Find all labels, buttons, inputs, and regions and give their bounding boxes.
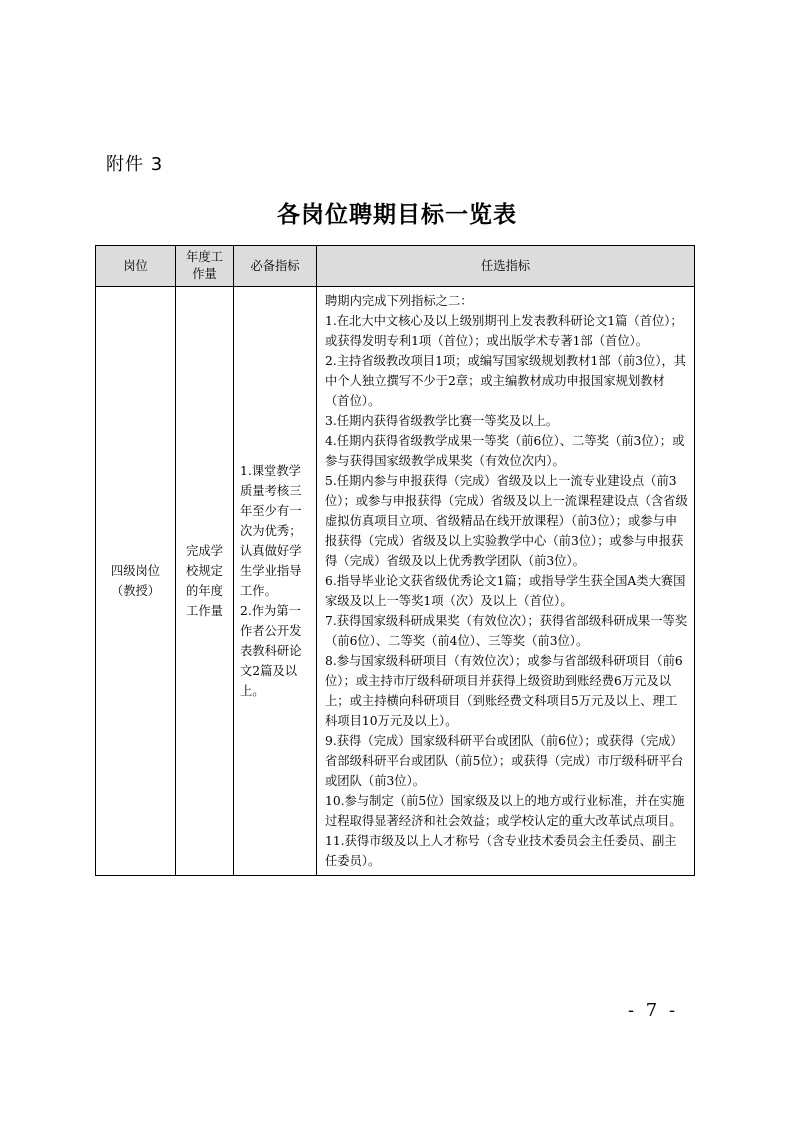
table-row: [96, 287, 695, 876]
column-header-required: 必备指标: [234, 246, 317, 287]
optional-item: 9.获得（完成）国家级科研平台或团队（前6位）；或获得（完成）省部级科研平台或团队（前5位）；或获得（完成）市厅级科研平台或团队（前3位）。: [325, 734, 684, 788]
column-header-post: 岗位: [96, 246, 176, 287]
optional-item: 8.参与国家级科研项目（有效位次）；或参与省部级科研项目（前6位）；或主持市厅级科研项目并获得上级资助到账经费6万元及以上；或主持横向科研项目（到账经费文科项目5万元及以上、理工科项目10万元及以上）。: [325, 654, 683, 728]
optional-item: 10.参与制定（前5位）国家级及以上的地方或行业标准，并在实施过程取得显著经济和社会效益；或学校认定的重大改革试点项目。: [325, 794, 685, 828]
optional-item: 5.任期内参与申报获得（完成）省级及以上一流专业建设点（前3位）；或参与申报获得（完成）省级及以上一流课程建设点（含省级虚拟仿真项目立项、省级精品在线开放课程）（前3位）；或参与申报获得（完成）省级及以上实验教学中心（前3位）；或参与申报获得（完成）省级及以上优秀教学团队（前3位）。: [325, 474, 688, 568]
optional-item: 4.任期内获得省级教学成果一等奖（前6位）、二等奖（前3位）；或参与获得国家级教学成果奖（有效位次内）。: [325, 434, 685, 468]
post-goals-table: [95, 245, 695, 876]
optional-item: 11.获得市级及以上人才称号（含专业技术委员会主任委员、副主任委员）。: [325, 834, 677, 868]
required-item: 2.作为第一作者公开发表教科研论文2篇及以上。: [240, 604, 302, 698]
optional-item: 6.指导毕业论文获省级优秀论文1篇；或指导学生获全国A类大赛国家级及以上一等奖1项（次）及以上（首位）。: [325, 574, 686, 608]
optional-item: 7.获得国家级科研成果奖（有效位次）；获得省部级科研成果一等奖（前6位）、二等奖（前4位）、三等奖（前3位）。: [325, 614, 688, 648]
required-cell: [234, 287, 317, 876]
attachment-label: 附件 3: [106, 154, 164, 175]
optional-cell: [317, 287, 695, 876]
optional-item: 2.主持省级教改项目1项；或编写国家级规划教材1部（前3位），其中个人独立撰写不少于2章；或主编教材成功申报国家规划教材（首位）。: [325, 354, 687, 408]
column-header-workload: 年度工作量: [176, 246, 234, 287]
table-header-row: [96, 246, 695, 287]
optional-item: 3.任期内获得省级教学比赛一等奖及以上。: [325, 414, 559, 428]
page-number: - 7 -: [628, 1000, 679, 1021]
document-title: 各岗位聘期目标一览表: [277, 202, 517, 228]
column-header-optional: 任选指标: [317, 246, 695, 287]
workload-cell: 完成学校规定的年度工作量: [176, 287, 234, 876]
required-item: 1.课堂教学质量考核三年至少有一次为优秀；认真做好学生学业指导工作。: [240, 464, 302, 598]
optional-item: 1.在北大中文核心及以上级别期刊上发表教科研论文1篇（首位）；或获得发明专利1项（首位）；或出版学术专著1部（首位）。: [325, 314, 683, 348]
post-cell: 四级岗位（教授）: [96, 287, 176, 876]
optional-intro: 聘期内完成下列指标之二：: [325, 294, 473, 308]
